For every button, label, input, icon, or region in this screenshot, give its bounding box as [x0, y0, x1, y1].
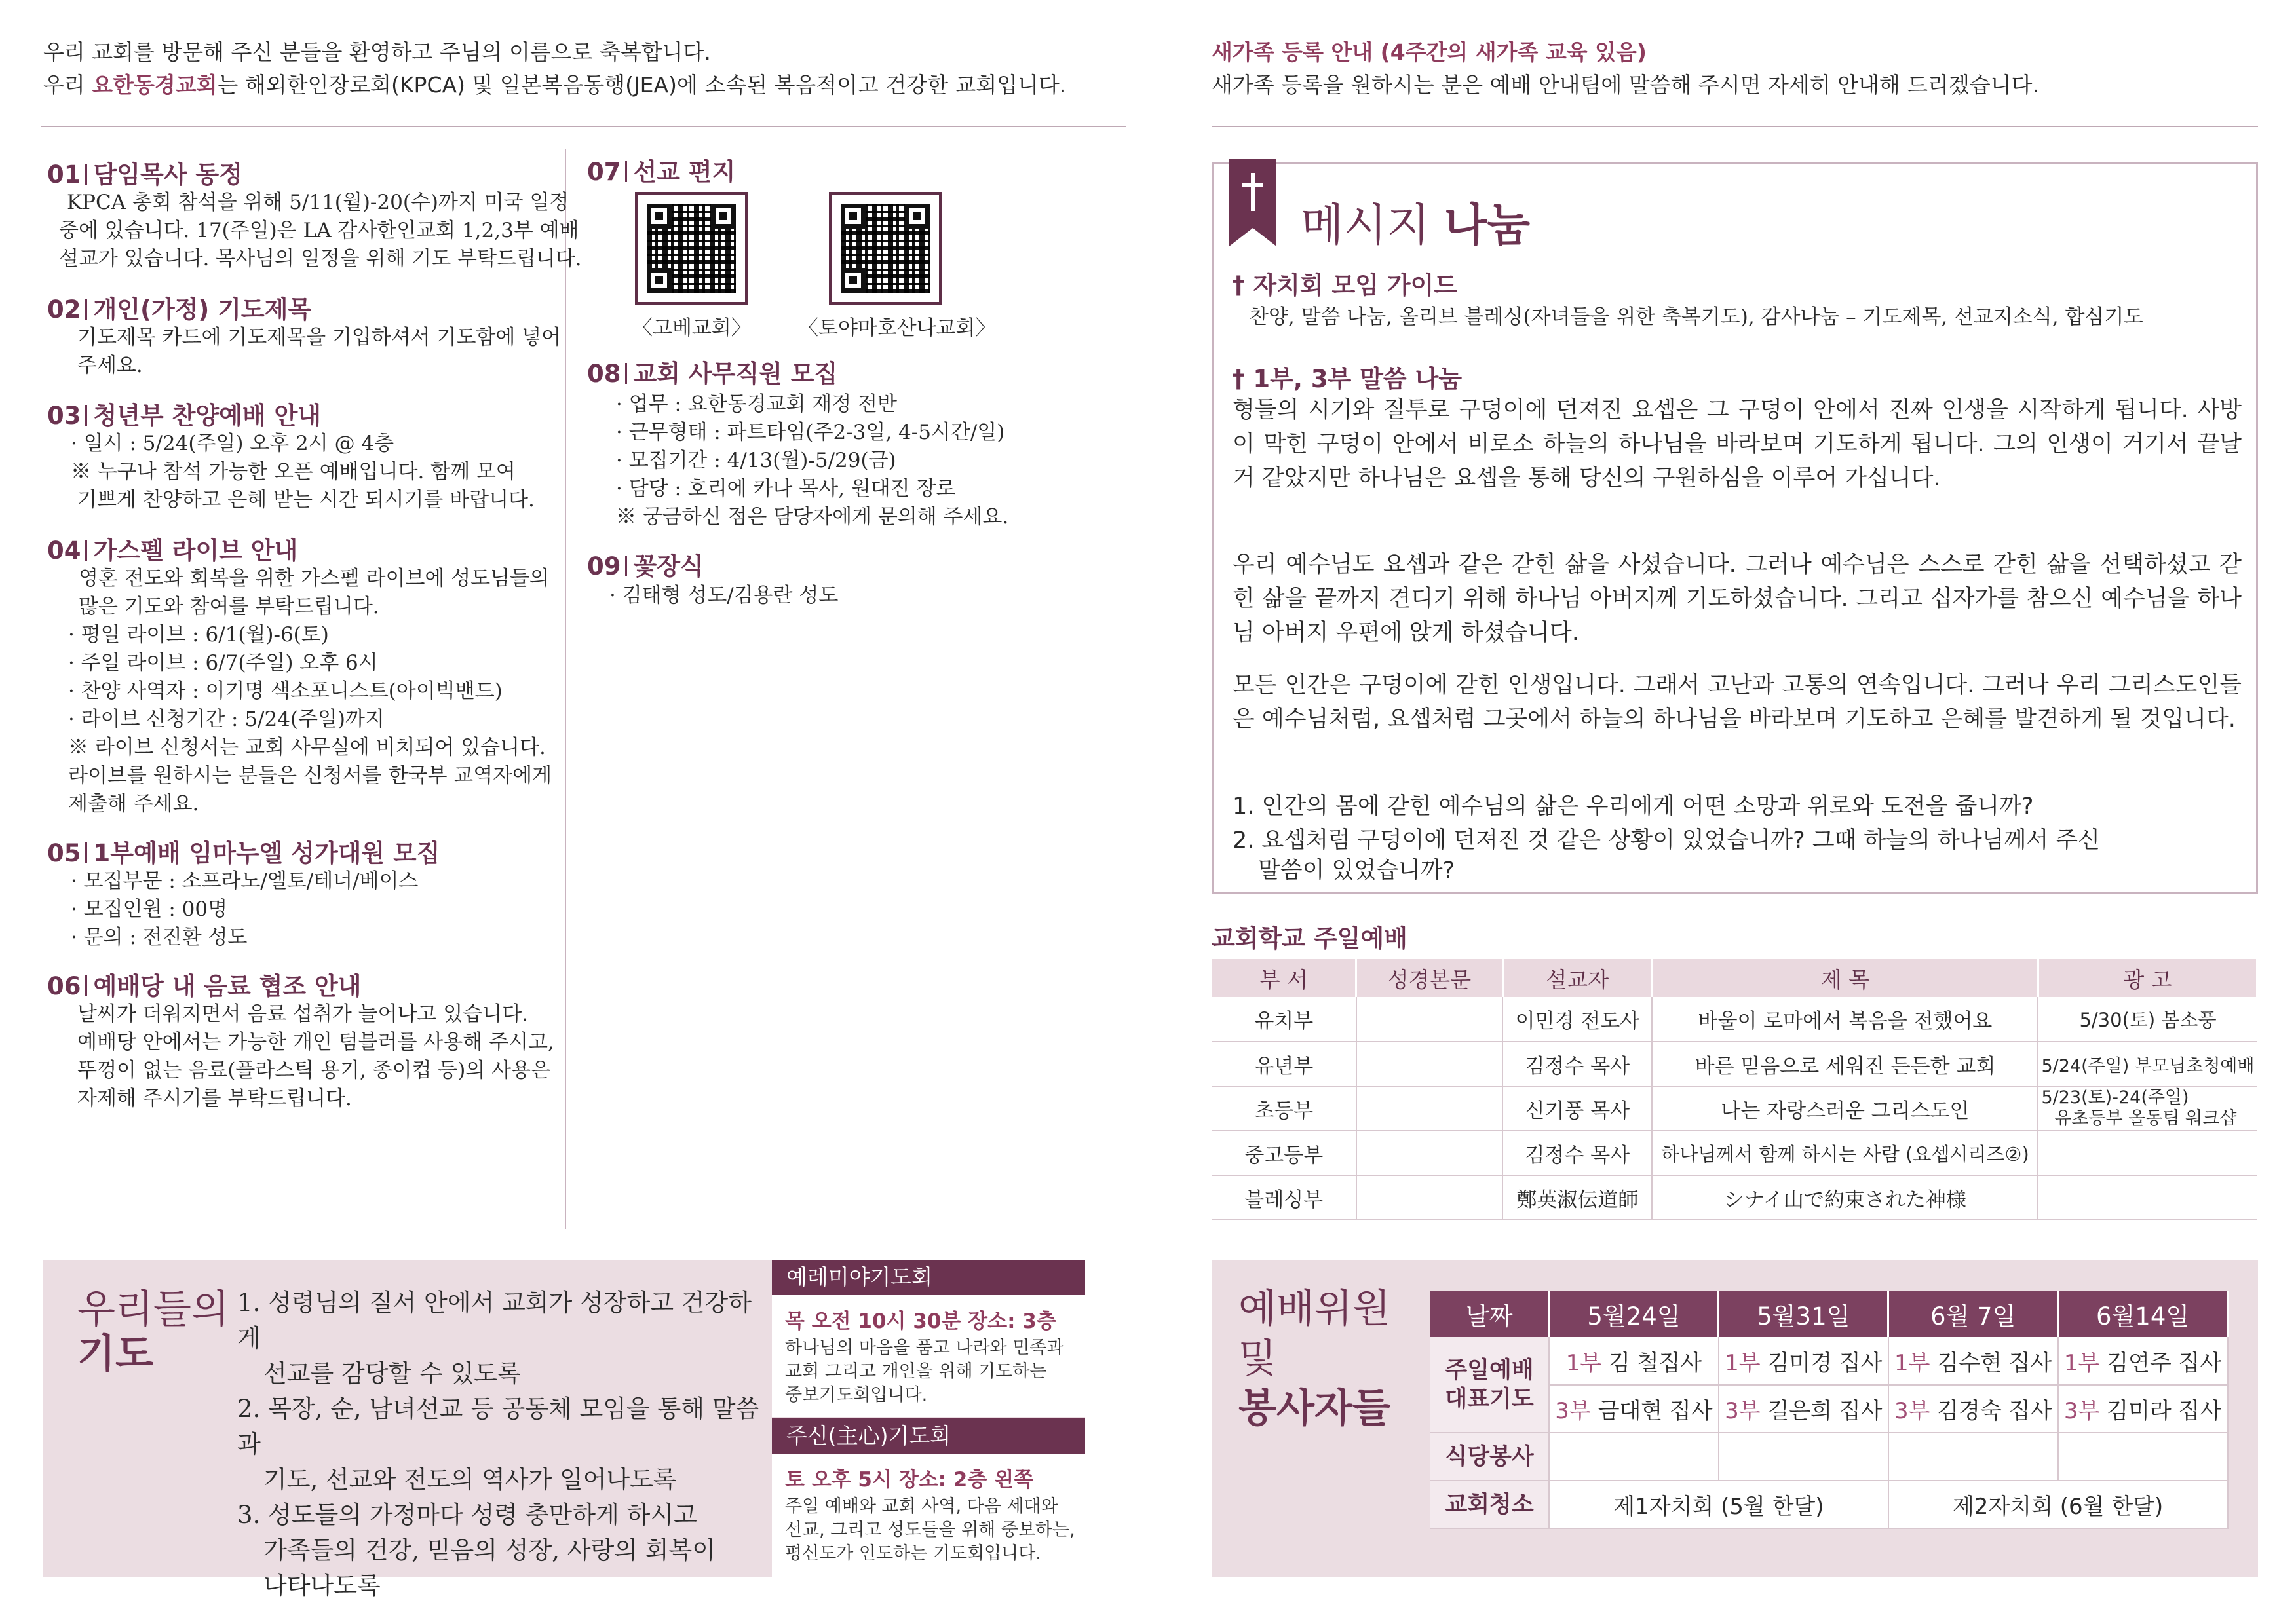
news-03-body: · 일시 : 5/24(주일) 오후 2시 @ 4층 ※ 누구나 참석 가능한 오픈 예배입니다. 함께 모여 기쁘게 찬양하고 은혜 받는 시간 되시기를 바랍니다.	[71, 432, 535, 512]
guide-heading: † 자치회 모임 가이드	[1233, 271, 1458, 299]
news-01-body: KPCA 총회 참석을 위해 5/11(월)-20(수)까지 미국 일정 중에 있습니다. 17(주일)은 LA 감사한인교회 1,2,3부 예배 설교가 있습니다. 목사님의 일정을 위해 기도 부탁드립니다.	[59, 191, 582, 271]
school-table	[1212, 959, 2258, 1220]
meeting-jeremiah: 예레미야기도회 목 오전 10시 30분 장소: 3층 하나님의 마음을 품고 나라와 민족과 교회 그리고 개인을 위해 기도하는 중보기도회입니다.	[772, 1260, 1085, 1417]
question-2: 2. 요셉처럼 구덩이에 던져진 것 같은 상황이 있었습니까? 그때 하늘의 하나님께서 주신	[1233, 827, 2100, 854]
church-intro: 우리 요한동경교회는 해외한인장로회(KPCA) 및 일본복음동행(JEA)에 소속된 복음적이고 건강한 교회입니다.	[43, 72, 1067, 98]
meeting-jushin: 주신(主心)기도회 토 오후 5시 장소: 2층 왼쪽 주일 예배와 교회 사역, 다음 세대와 선교, 그리고 성도들을 위해 중보하는, 평신도가 인도하는 기도회입니다.	[772, 1418, 1085, 1577]
share-heading: † 1부, 3부 말씀 나눔	[1233, 365, 1463, 393]
news-08-heading: 08 교회 사무직원 모집	[587, 360, 838, 388]
qr-caption-kobe: 〈고베교회〉	[632, 316, 752, 340]
question-1: 1. 인간의 몸에 갇힌 예수님의 삶은 우리에게 어떤 소망과 위로와 도전을 줍니까?	[1233, 793, 2034, 820]
newfamily-text: 새가족 등록을 원하시는 분은 예배 안내팀에 말씀해 주시면 자세히 안내해 드리겠습니다.	[1212, 72, 2039, 98]
news-06-heading: 06 예배당 내 음료 협조 안내	[47, 972, 362, 1000]
table-row: 유치부 이민경 전도사 바울이 로마에서 복음을 전했어요 5/30(토) 봄소풍	[1212, 997, 2257, 1042]
column-divider	[565, 149, 566, 1229]
message-paragraph-3: 모든 인간은 구덩이에 갇힌 인생입니다. 그래서 고난과 고통의 연속입니다. 그러나 우리 그리스도인들은 예수님처럼, 요셉처럼 그곳에서 하늘의 하나님을 바라보며 기도하고 은혜를 발견하게 될 것입니다.	[1233, 672, 2242, 732]
prayer-title: 우리들의 기도	[77, 1287, 229, 1377]
newfamily-title: 새가족 등록 안내 (4주간의 새가족 교육 있음)	[1212, 39, 1647, 65]
message-paragraph-1: 형들의 시기와 질투로 구덩이에 던져진 요셉은 그 구덩이 안에서 진짜 인생을 시작하게 됩니다. 사방이 막힌 구덩이 안에서 비로소 하늘의 하나님을 바라보며 기도하게 됩니다. 그의 인생이 거기서 끝날 거 같았지만 하나님은 요셉을 통해 당신의 구원하심을 이루어 가십니다.	[1233, 397, 2242, 491]
news-01-heading: 01 담임목사 동정	[47, 161, 242, 189]
qr-caption-toyama: 〈토야마호산나교회〉	[798, 316, 996, 340]
service-table	[1430, 1291, 2229, 1529]
school-header-row: 부 서 성경본문 설교자 제 목 광 고	[1212, 959, 2257, 997]
table-row: 중고등부 김정수 목사 하나님께서 함께 하시는 사람 (요셉시리즈②)	[1212, 1131, 2257, 1175]
table-row: 블레싱부 鄭英淑伝道師 シナイ山で約束された神様	[1212, 1175, 2257, 1220]
table-row: 식당봉사	[1430, 1433, 2228, 1481]
news-09-body: · 김태형 성도/김용란 성도	[609, 584, 839, 607]
message-paragraph-2: 우리 예수님도 요셉과 같은 갇힌 삶을 사셨습니다. 그러나 예수님은 스스로 갇힌 삶을 선택하셨고 갇힌 삶을 끝까지 견디기 위해 하나님 아버지께 기도하셨습니다. 그리고 십자가를 참으신 예수님을 하나님 아버지 우편에 앉게 하셨습니다.	[1233, 552, 2242, 646]
message-title: 메시지 나눔	[1301, 200, 1531, 252]
news-08-body: · 업무 : 요한동경교회 재정 전반 · 근무형태 : 파트타임(주2-3일, 4-5시간/일) · 모집기간 : 4/13(월)-5/29(금) · 담당 : 호리에 카나 목사, 원대진 장로 ※ 궁금하신 점은 담당자에게 문의해 주세요.	[616, 392, 1009, 529]
welcome-text: 우리 교회를 방문해 주신 분들을 환영하고 주님의 이름으로 축복합니다.	[43, 39, 711, 65]
news-05-body: · 모집부문 : 소프라노/엘토/테너/베이스 · 모집인원 : 00명 · 문의 : 전진환 성도	[71, 869, 419, 949]
news-03-heading: 03 청년부 찬양예배 안내	[47, 402, 321, 430]
news-05-heading: 05 1부예배 임마누엘 성가대원 모집	[47, 839, 440, 867]
cross-bookmark-icon	[1229, 159, 1276, 246]
news-07-heading: 07 선교 편지	[587, 158, 736, 186]
table-row: 주일예배 대표기도 1부 김 철집사 1부 김미경 집사 1부 김수현 집사 1부 김연주 집사	[1430, 1337, 2228, 1385]
table-row: 초등부 신기풍 목사 나는 자랑스러운 그리스도인 5/23(토)-24(주일) 유초등부 올동팀 워크샵	[1212, 1086, 2257, 1131]
table-row: 3부 금대현 집사 3부 길은희 집사 3부 김경숙 집사 3부 김미라 집사	[1430, 1385, 2228, 1433]
service-title: 예배위원 및 봉사자들	[1238, 1286, 1390, 1431]
table-row: 교회청소 제1자치회 (5월 한달) 제2자치회 (6월 한달)	[1430, 1481, 2228, 1528]
prayer-list: 1. 성령님의 질서 안에서 교회가 성장하고 건강하게 선교를 감당할 수 있도록 2. 목장, 순, 남녀선교 등 공동체 모임을 통해 말씀과 기도, 선교와 전도의 역사가 일어나도록 3. 성도들의 가정마다 성령 충만하게 하시고 가족들의 건강, 믿음의 성장, 사랑의 회복이 나타나도록	[237, 1289, 759, 1600]
divider-left	[41, 126, 1126, 127]
service-header-row: 날짜 5월24일 5월31일 6월 7일 6월14일	[1430, 1291, 2228, 1337]
news-04-body: 영혼 전도와 회복을 위한 가스펠 라이브에 성도님들의 많은 기도와 참여를 부탁드립니다. · 평일 라이브 : 6/1(월)-6(토) · 주일 라이브 : 6/7(주일) 오후 6시 · 찬양 사역자 : 이기명 색소포니스트(아이빅밴드) · 라이브 신청기간 : 5/24(주일)까지 ※ 라이브 신청서는 교회 사무실에 비치되어 있습니다. 라이브를 원하시는 분들은 신청서를 한국부 교역자에게 제출해 주세요.	[68, 567, 552, 816]
qr-code-toyama[interactable]	[829, 192, 942, 305]
news-04-heading: 04 가스펠 라이브 안내	[47, 537, 298, 565]
question-2-cont: 말씀이 있었습니까?	[1258, 858, 1455, 884]
news-02-body: 기도제목 카드에 기도제목을 기입하셔서 기도함에 넣어 주세요.	[77, 326, 562, 377]
qr-code-kobe[interactable]	[635, 192, 748, 305]
news-02-heading: 02 개인(가정) 기도제목	[47, 295, 312, 324]
news-06-body: 날씨가 더워지면서 음료 섭취가 늘어나고 있습니다. 예배당 안에서는 가능한 개인 텀블러를 사용해 주시고, 뚜껑이 없는 음료(플라스틱 용기, 종이컵 등)의 사용은 자제해 주시기를 부탁드립니다.	[77, 1002, 554, 1110]
news-09-heading: 09 꽃장식	[587, 552, 704, 580]
guide-text: 찬양, 말씀 나눔, 올리브 블레싱(자녀들을 위한 축복기도), 감사나눔 – 기도제목, 선교지소식, 합심기도	[1249, 305, 2144, 329]
church-name: 요한동경교회	[92, 72, 218, 98]
divider-right	[1212, 126, 2258, 127]
school-title: 교회학교 주일예배	[1212, 924, 1407, 953]
table-row: 유년부 김정수 목사 바른 믿음으로 세워진 든든한 교회 5/24(주일) 부모님초청예배	[1212, 1042, 2257, 1086]
